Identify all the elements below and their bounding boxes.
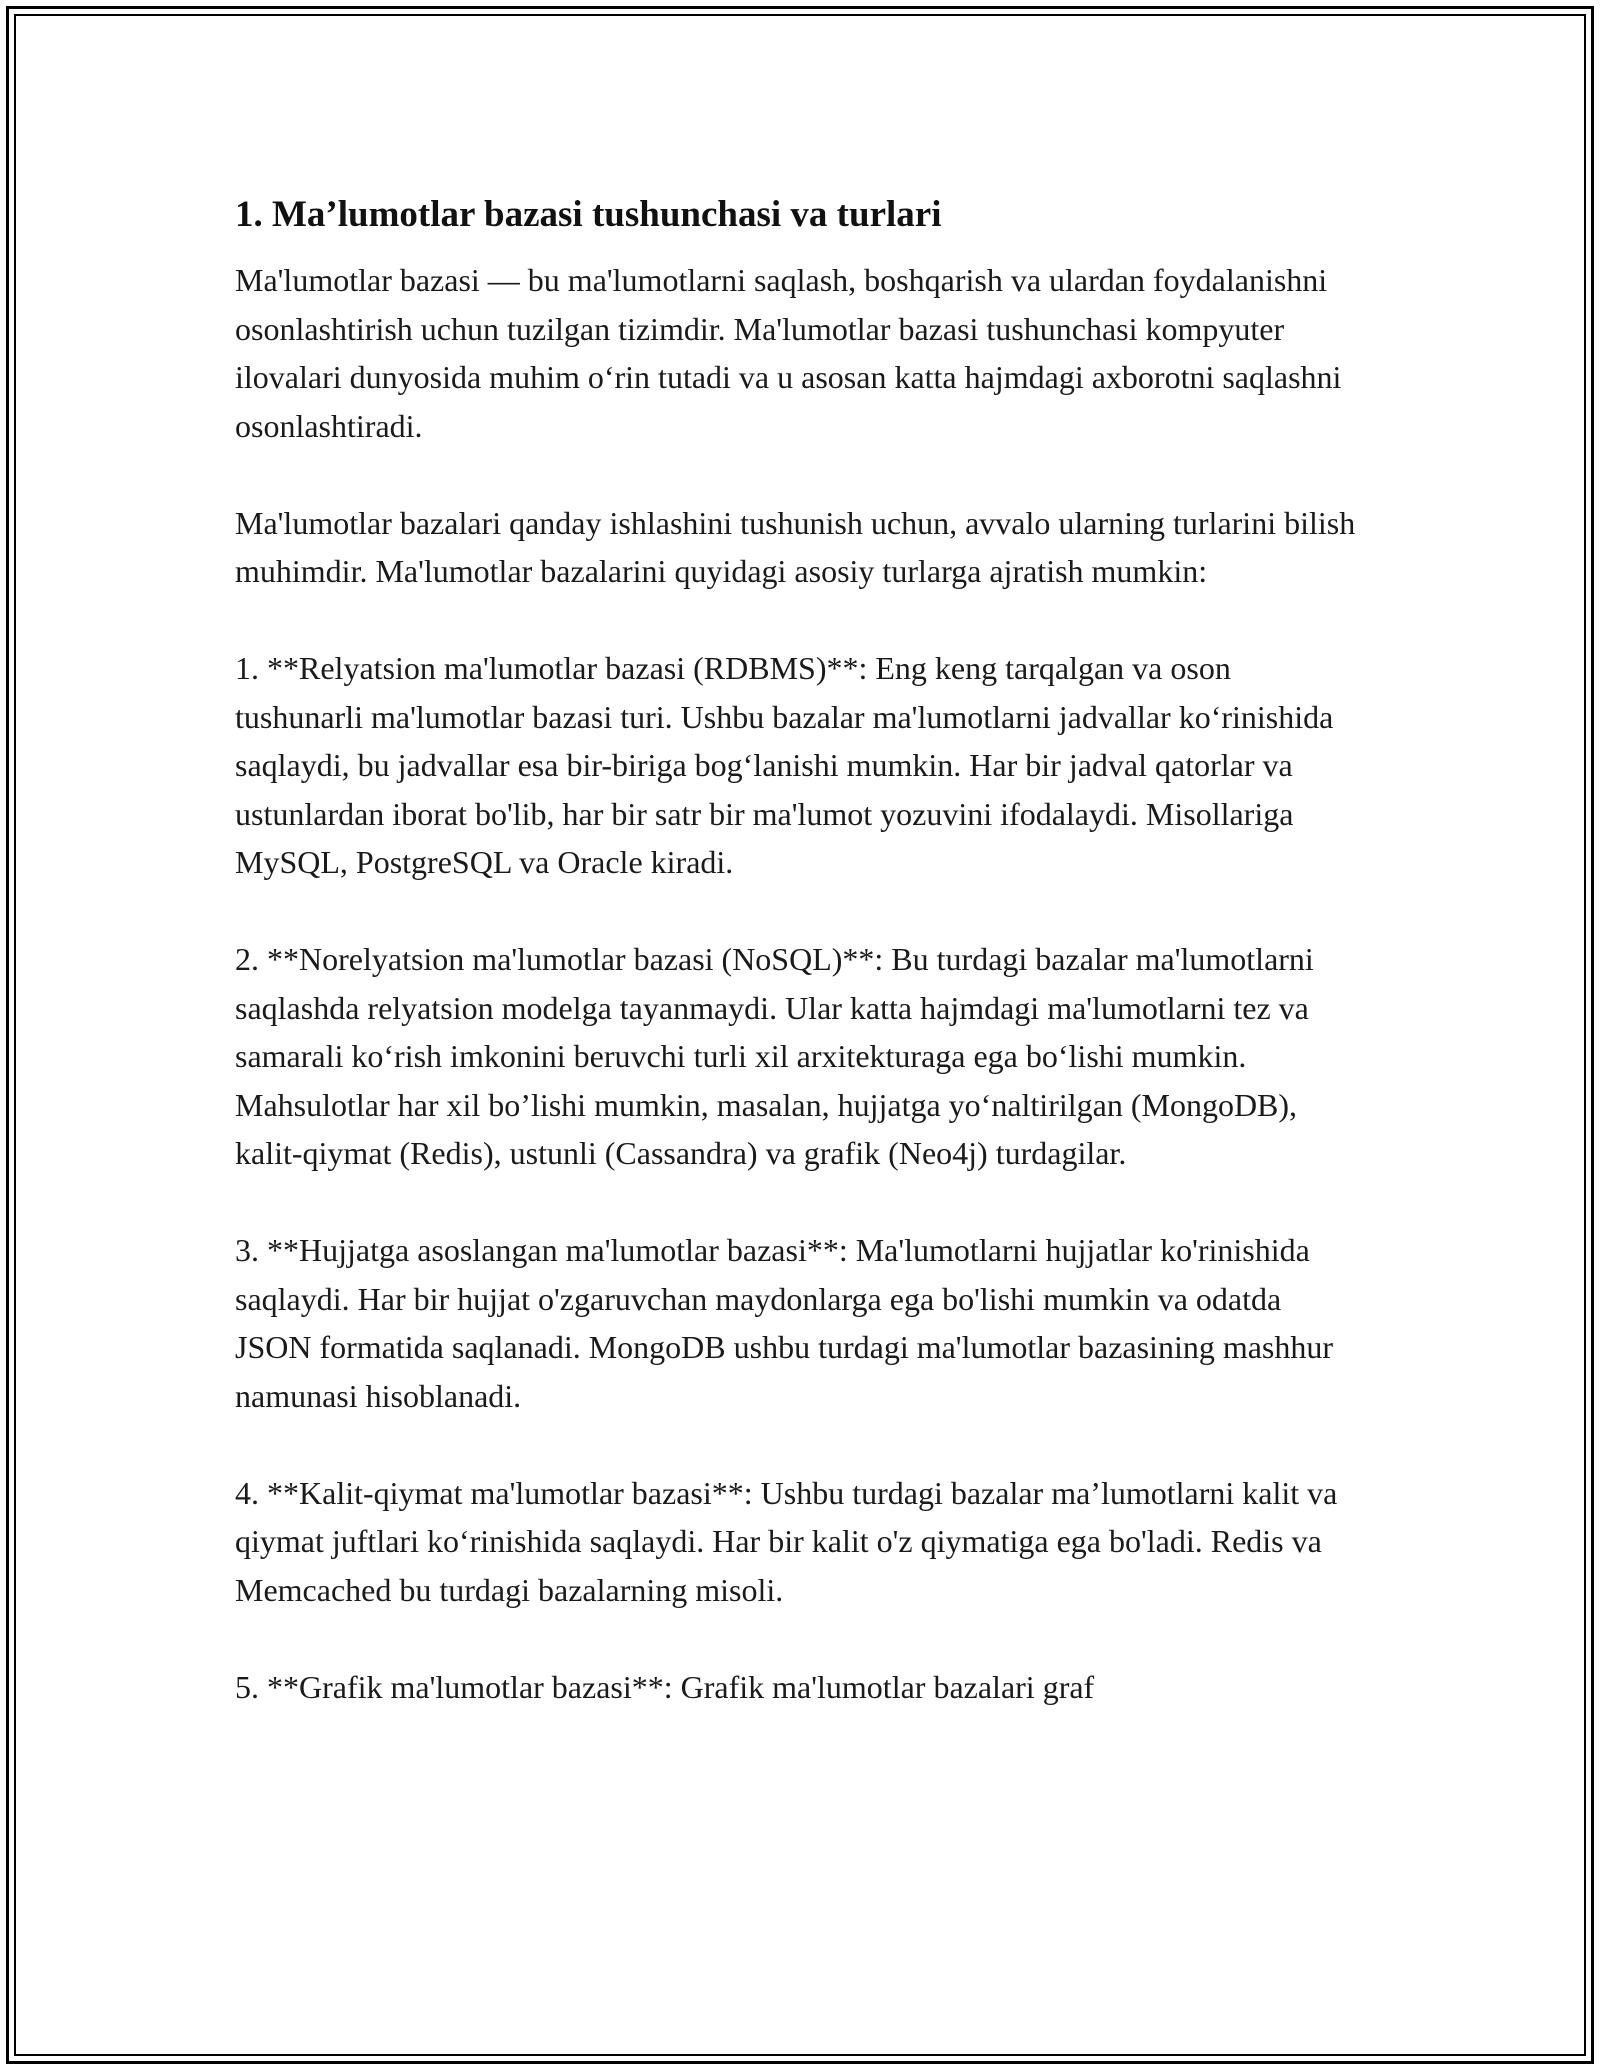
section-heading: 1. Ma’lumotlar bazasi tushunchasi va turlari bbox=[235, 194, 942, 235]
paragraph-key-value: 4. **Kalit-qiymat ma'lumotlar bazasi**: Ushbu turdagi bazalar ma’lumotlarni kalit va qiymat juftlari ko‘rinishida saqlaydi. Har bir kalit o'z qiymatiga ega bo'ladi. Redis va Memcached bu turdagi bazalarning misoli. bbox=[235, 1474, 1338, 1608]
paragraph-document-db: 3. **Hujjatga asoslangan ma'lumotlar bazasi**: Ma'lumotlarni hujjatlar ko'rinishida saqlaydi. Har bir hujjat o'zgaruvchan maydonlarga ega bo'lishi mumkin va odatda JSON formatida saqlanadi. MongoDB ushbu turdagi ma'lumotlar bazasining mashhur namunasi hisoblanadi. bbox=[235, 1232, 1334, 1414]
paragraph-relational: 1. **Relyatsion ma'lumotlar bazasi (RDBMS)**: Eng keng tarqalgan va oson tushunarli ma'lumotlar bazasi turi. Ushbu bazalar ma'lumotlarni jadvallar ko‘rinishida saqlaydi, bu jadvallar esa bir-biriga bog‘lanishi mumkin. Har bir jadval qatorlar va ustunlardan iborat bo'lib, har bir satr bir ma'lumot yozuvini ifodalaydi. Misollariga MySQL, PostgreSQL va Oracle kiradi. bbox=[235, 650, 1334, 880]
paragraph-graph: 5. **Grafik ma'lumotlar bazasi**: Grafik ma'lumotlar bazalari graf bbox=[235, 1668, 1095, 1705]
paragraph-types-intro: Ma'lumotlar bazalari qanday ishlashini tushunish uchun, avvalo ularning turlarini bilish muhimdir. Ma'lumotlar bazalarini quyidagi asosiy turlarga ajratish mumkin: bbox=[235, 504, 1356, 589]
document-body bbox=[235, 188, 1365, 1760]
paragraph-nosql: 2. **Norelyatsion ma'lumotlar bazasi (NoSQL)**: Bu turdagi bazalar ma'lumotlarni saqlashda relyatsion modelga tayanmaydi. Ular katta hajmdagi ma'lumotlarni tez va samarali ko‘rish imkonini beruvchi turli xil arxitekturaga ega bo‘lishi mumkin. Mahsulotlar har xil bo’lishi mumkin, masalan, hujjatga yo‘naltirilgan (MongoDB), kalit-qiymat (Redis), ustunli (Cassandra) va grafik (Neo4j) turdagilar. bbox=[235, 941, 1314, 1171]
paragraph-intro: Ma'lumotlar bazasi — bu ma'lumotlarni saqlash, boshqarish va ulardan foydalanishni osonlashtirish uchun tuzilgan tizimdir. Ma'lumotlar bazasi tushunchasi kompyuter ilovalari dunyosida muhim o‘rin tutadi va u asosan katta hajmdagi axborotni saqlashni osonlashtiradi. bbox=[235, 262, 1342, 444]
